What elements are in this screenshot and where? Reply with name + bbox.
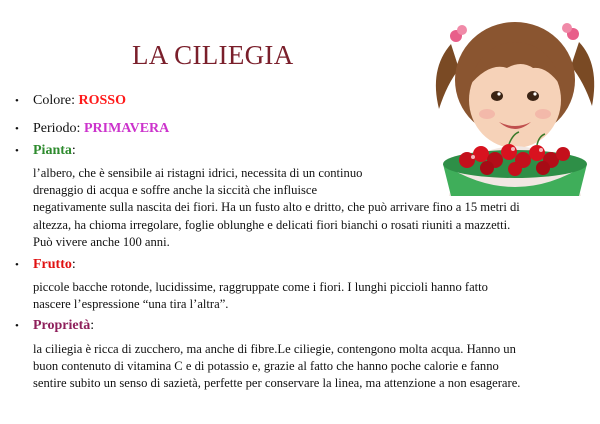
pianta-line: altezza, ha chioma irregolare, foglie oblunghe e delicati fiori bianchi o rosati riuniti a mazzetti. bbox=[33, 217, 511, 232]
bullet-dot-icon: • bbox=[15, 145, 19, 157]
proprieta-line: sentire subito un senso di sazietà, perfette per conservare la linea, ma attenzione a non esagerare. bbox=[33, 376, 521, 391]
bullet-proprieta bbox=[15, 318, 94, 334]
bullet-colore bbox=[15, 93, 126, 109]
pianta-colon: : bbox=[71, 143, 76, 158]
girl-with-cherry-bowl-photo bbox=[429, 14, 600, 196]
proprieta-paragraph bbox=[33, 341, 520, 393]
frutto-paragraph bbox=[33, 279, 488, 313]
proprieta-line: buon contenuto di vitamina C e di potassio e, grazie al fatto che hanno poche calorie e fanno bbox=[33, 359, 499, 374]
hair-tie-left bbox=[457, 25, 467, 35]
pianta-line: drenaggio di acqua e soffre anche la siccità che influisce bbox=[33, 183, 318, 198]
bullet-dot-icon: • bbox=[15, 320, 19, 332]
pianta-label: Pianta bbox=[33, 143, 72, 158]
bullet-dot-icon: • bbox=[15, 123, 19, 135]
periodo-label: Periodo: bbox=[33, 121, 84, 136]
proprieta-colon: : bbox=[90, 318, 95, 333]
eye-highlight bbox=[497, 92, 500, 95]
eye-highlight bbox=[533, 92, 536, 95]
proprieta-line: la ciliegia è ricca di zucchero, ma anche di fibre.Le ciliegie, contengono molta acqua. Hanno un bbox=[33, 342, 516, 356]
photo-illustration bbox=[429, 14, 600, 196]
frutto-colon: : bbox=[71, 257, 76, 272]
slide-title: LA CILIEGIA bbox=[132, 40, 294, 70]
hair-tie-right bbox=[562, 23, 572, 33]
pianta-line: l’albero, che è sensibile ai ristagni idrici, necessita di un continuo bbox=[33, 166, 363, 180]
bullet-dot-icon: • bbox=[15, 95, 19, 107]
bullet-periodo bbox=[15, 121, 169, 137]
colore-label: Colore: bbox=[33, 93, 79, 108]
frutto-label: Frutto bbox=[33, 257, 72, 272]
eye-right bbox=[527, 91, 539, 101]
cheek bbox=[479, 109, 495, 119]
colore-value: ROSSO bbox=[78, 93, 126, 108]
pianta-line: Può vivere anche 100 anni. bbox=[33, 234, 170, 249]
frutto-line: piccole bacche rotonde, lucidissime, raggruppate come i fiori. I lunghi piccioli hanno fatto bbox=[33, 280, 488, 294]
bullet-frutto bbox=[15, 257, 76, 273]
pianta-line: negativamente sulla nascita dei fiori. Ha un fusto alto e dritto, che può arrivare fino a 15 metri di bbox=[33, 200, 520, 215]
bullet-dot-icon: • bbox=[15, 259, 19, 271]
bullet-pianta bbox=[15, 143, 76, 159]
periodo-value: PRIMAVERA bbox=[83, 121, 170, 136]
proprieta-label: Proprietà bbox=[33, 318, 91, 333]
frutto-line: nascere l’espressione “una tira l’altra”. bbox=[33, 297, 229, 312]
eye-left bbox=[491, 91, 503, 101]
cheek bbox=[535, 109, 551, 119]
